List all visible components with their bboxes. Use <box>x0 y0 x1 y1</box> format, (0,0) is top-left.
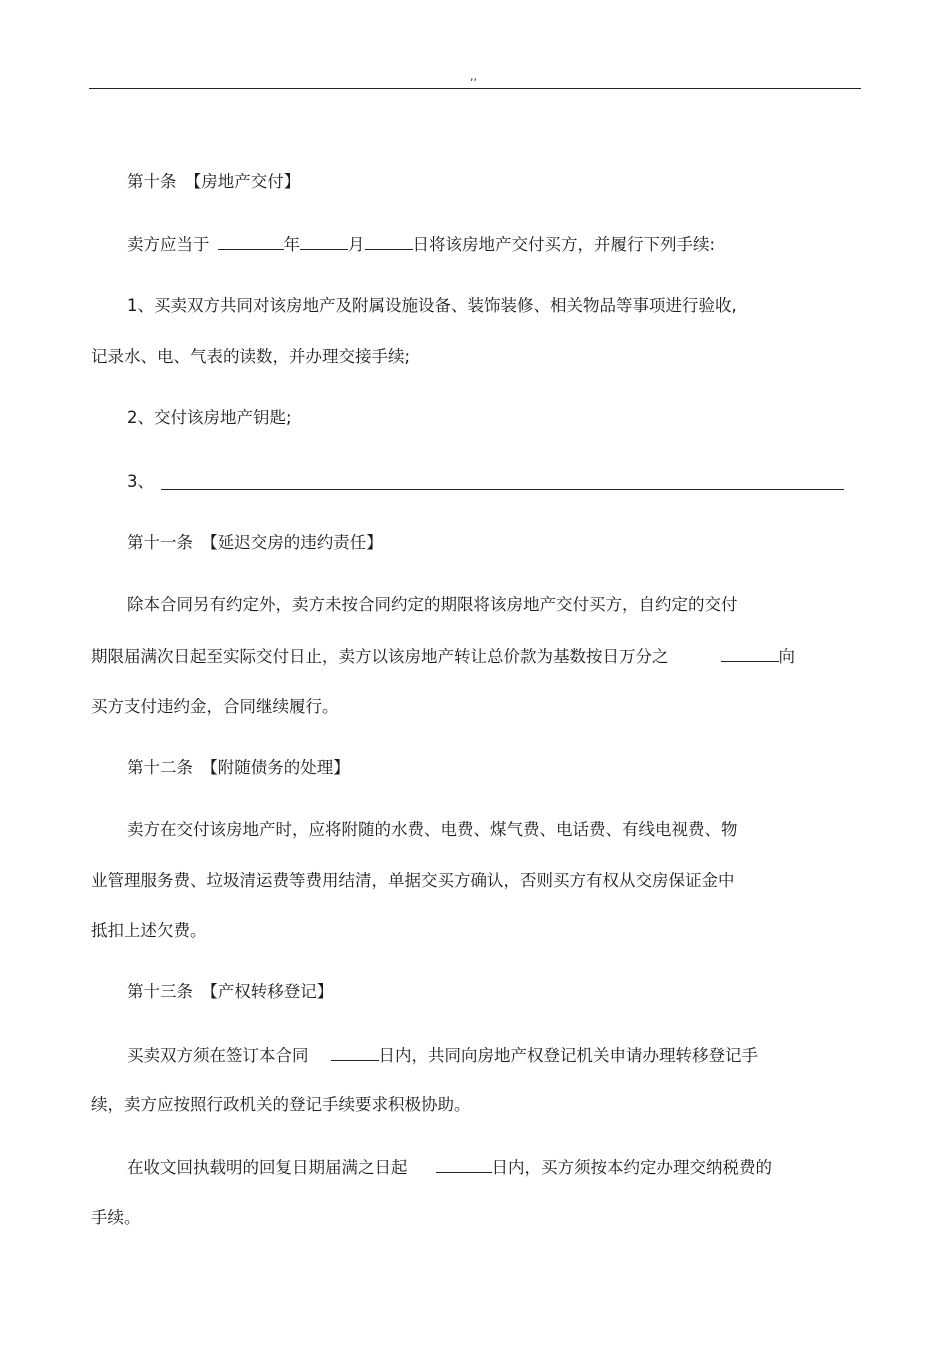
item-3-blank[interactable] <box>161 489 844 490</box>
article-13-title: 第十三条 【产权转移登记】 <box>127 982 334 1001</box>
article-11-line-1: 除本合同另有约定外，卖方未按合同约定的期限将该房地产交付买方，自约定的交付 <box>127 595 738 614</box>
text: 年 <box>283 235 300 254</box>
rate-blank[interactable] <box>721 645 779 662</box>
article-10-item-1-cont: 记录水、电、气表的读数，并办理交接手续; <box>91 347 411 366</box>
month-blank[interactable] <box>300 233 348 250</box>
text: 月 <box>348 235 365 254</box>
article-13-para-1-cont: 续，卖方应按照行政机关的登记手续要求积极协助。 <box>91 1095 471 1114</box>
article-10-paragraph-1 <box>127 233 715 256</box>
article-13-para-2 <box>127 1156 772 1179</box>
text: 日内，买方须按本约定办理交纳税费的 <box>491 1158 772 1177</box>
article-11-title: 第十一条 【延迟交房的违约责任】 <box>127 533 383 552</box>
article-10-item-3: 3、 <box>127 472 154 491</box>
article-11-line-2 <box>91 645 795 668</box>
day-blank[interactable] <box>365 233 413 250</box>
article-10-item-2: 2、交付该房地产钥匙; <box>127 408 292 427</box>
text: 买卖双方须在签订本合同 <box>127 1046 309 1065</box>
article-12-line-1: 卖方在交付该房地产时，应将附随的水费、电费、煤气费、电话费、有线电视费、物 <box>127 820 738 839</box>
days-blank-1[interactable] <box>331 1044 379 1061</box>
text: 日将该房地产交付买方，并履行下列手续: <box>412 235 716 254</box>
article-10-item-1: 1、买卖双方共同对该房地产及附属设施设备、装饰装修、相关物品等事项进行验收, <box>127 296 737 315</box>
article-11-line-3: 买方支付违约金，合同继续履行。 <box>91 697 339 716</box>
header-rule <box>89 88 861 89</box>
days-blank-2[interactable] <box>436 1156 492 1173</box>
article-12-line-3: 抵扣上述欠费。 <box>91 921 207 940</box>
text: 日内，共同向房地产权登记机关申请办理转移登记手 <box>378 1046 758 1065</box>
year-blank[interactable] <box>218 233 284 250</box>
article-13-para-2-cont: 手续。 <box>91 1208 141 1227</box>
article-12-title: 第十二条 【附随债务的处理】 <box>127 758 350 777</box>
header-mark: ,, <box>470 70 477 83</box>
text: 向 <box>778 647 795 666</box>
text: 期限届满次日起至实际交付日止，卖方以该房地产转让总价款为基数按日万分之 <box>91 647 669 666</box>
article-10-title: 第十条 【房地产交付】 <box>127 172 301 191</box>
text: 卖方应当于 <box>127 235 210 254</box>
article-13-para-1 <box>127 1044 758 1067</box>
article-12-line-2: 业管理服务费、垃圾清运费等费用结清，单据交买方确认，否则买方有权从交房保证金中 <box>91 871 735 890</box>
text: 在收文回执载明的回复日期届满之日起 <box>127 1158 408 1177</box>
